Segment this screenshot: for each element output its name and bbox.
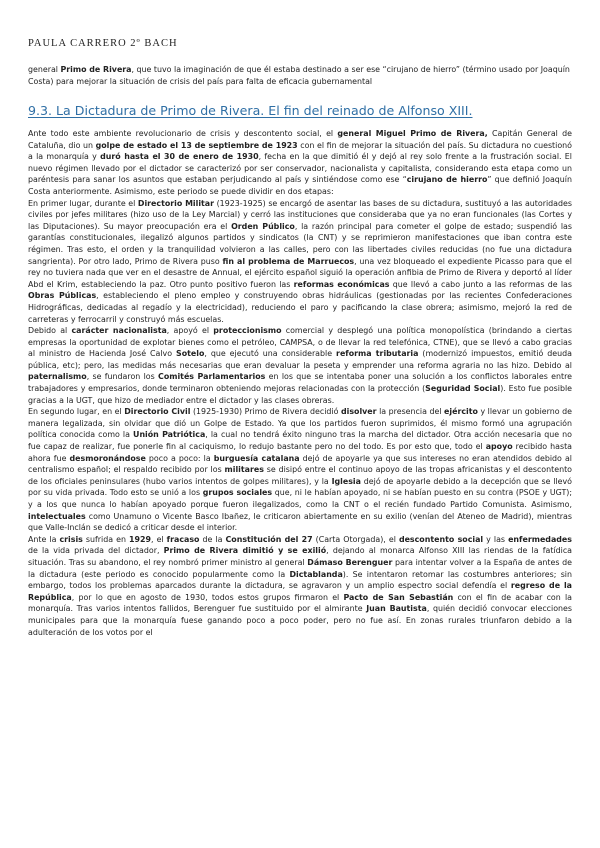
bold-term: Obras Públicas	[28, 291, 97, 301]
bold-term: crisis	[59, 534, 83, 544]
text-run: sufrida en	[82, 534, 130, 544]
bold-term: Primo de Rivera dimitió y se exilió	[163, 546, 327, 556]
text-run: se disipó entre el continuo apoyo de las tropas africanistas y el descontento de los oficiales peninsulares (hubo varios intentos de golpes militares), y la	[28, 465, 573, 486]
bold-term: cirujano de hierro	[406, 175, 488, 185]
paragraph-directorio-militar	[28, 198, 572, 326]
text-run: que, ni le habían apoyado, ni se habían puesto en su contra (PSOE y UGT); y a los que nunca lo habían apoyado porque fueron ilegalizados, como la CNT o el recién fundado Partido Comunista. Asimismo,	[28, 488, 573, 509]
bold-term: Dámaso Berenguer	[307, 557, 393, 567]
text-run: , por lo que en agosto de 1930, todos estos grupos firmaron el	[71, 592, 344, 602]
bold-term: desmoronándose	[69, 453, 146, 463]
text-run: , quién decidió convocar elecciones municipales para que la monarquía fuese ganando poco a poco poder, pero no fue así. En zonas rurales triunfaron debido a la adulteración de los votos por el	[28, 604, 572, 637]
bold-term: Orden Público	[231, 221, 295, 231]
bold-term: duró hasta el 30 de enero de 1930	[100, 152, 259, 162]
bold-term: Directorio Civil	[124, 407, 191, 417]
text-run: dejó de apoyarle ya que sus intereses no eran atendidos debido al centralismo español; el respaldo recibido por los	[28, 453, 572, 475]
bold-term: Comités Parlamentarios	[158, 372, 266, 382]
section-title: 9.3. La Dictadura de Primo de Rivera. El fin del reinado de Alfonso XIII.	[28, 103, 473, 118]
bold-term: fin al problema de Marruecos	[222, 256, 355, 266]
text-run: con el fin de mejorar la situación del país. Su dictadura no cuestionó a la monarquía y	[28, 140, 572, 162]
bold-term: descontento social	[398, 534, 484, 544]
bold-term: Primo de Rivera	[60, 65, 132, 74]
paragraph-1	[28, 128, 572, 198]
bold-term: Constitución del 27	[225, 534, 313, 544]
text-run: (1925-1930) Primo de Rivera decidió	[190, 407, 341, 417]
text-run: recibido hasta ahora fue	[28, 442, 572, 463]
text-run: como Unamuno o Vicente Basco Ibañez, le criticaron abiertamente en su exilio (venían del Ateneo de Madrid), mientras que Valle-Inclán se dedicó a criticar desde el interior.	[28, 511, 572, 533]
bold-term: Seguridad Social	[425, 384, 501, 394]
text-run: ” que definió Joaquín Costa anteriormente. Asimismo, este periodo se puede dividir en dos etapas:	[28, 175, 572, 196]
bold-term: fracaso	[166, 534, 200, 544]
text-run: (Carta Otorgada), el	[312, 534, 399, 544]
text-run: y llevar un gobierno de manera legalizada, sin olvidar que dió un Golpe de Estado. Ya que los partidos fueron suprimidos, él mismo formó una agrupación política conocida como la	[28, 407, 572, 440]
text-run: la presencia del	[376, 407, 445, 417]
text-run: que llevó a cabo junto a las reformas de las	[389, 279, 572, 289]
bold-term: apoyo	[485, 442, 513, 452]
section-body	[28, 128, 572, 638]
text-run: , el	[151, 534, 167, 544]
bold-term: Juan Bautista	[366, 604, 427, 614]
paragraph-crisis-1929	[28, 534, 572, 638]
text-run: , una vez bloqueado el expediente Picasso para que el rey no tuviera nada que ver en el desastre de Annual, el ejército español siguió la operación anfibia de Primo de Rivera y deportó al líder Abd el Krim, estableciendo la paz. Otro punto positivo fueron las	[28, 256, 573, 289]
bold-term: reformas económicas	[293, 279, 390, 289]
bold-term: intelectuales	[28, 511, 86, 521]
bold-term: enfermedades	[508, 534, 572, 544]
text-run: En segundo lugar, en el	[28, 407, 125, 417]
bold-term: Pacto de San Sebastián	[343, 592, 454, 602]
bold-term: burguesía catalana	[213, 453, 300, 463]
text-run: (modernizó impuestos, emitió deuda pública, etc); pero, las medidas más necesarias que eran devaluar la peseta y emprender una reforma agraria no las hizo. Debido al	[28, 349, 572, 370]
bold-term: ejército	[444, 407, 478, 417]
bold-term: militares	[224, 465, 264, 475]
bold-term: Iglesia	[331, 476, 361, 486]
bold-term: disolver	[340, 407, 377, 417]
text-run: , que tuvo la imaginación de que él estaba destinado a ser ese “cirujano de hierro” (término usado por Joaquín Costa) para mejorar la situación de crisis del país para falta de eficacia gubernamental	[28, 65, 570, 86]
bold-term: grupos sociales	[202, 488, 273, 498]
bold-term: golpe de estado el 13 de septiembre de 1923	[95, 140, 298, 150]
text-run: , se fundaron los	[86, 372, 159, 382]
text-run: para intentar volver a la España de antes de la dictadura (este periodo es conocido popularmente como la	[28, 557, 572, 579]
text-run: comercial y desplegó una política monopolística (brindando a ciertas empresas la oportunidad de explotar bienes como el petróleo, CAMPSA, o de llevar la red telefónica, CTNE), que se llevó a cabo gracias al ministro de Hacienda José Calvo	[28, 326, 572, 359]
bold-term: 1929	[129, 534, 152, 544]
text-run: , la razón principal para cometer el golpe de estado; suspendió las garantías constitucionales, ilegalizó algunos partidos y sindicatos (la CNT) y se reprimieron manifestaciones que iban contra este régimen. Tras esto, el orden y la tranquilidad volvieron a las calles, pero con las libertades civiles reducidas (no fue una dictadura sangrienta). Por otro lado, Primo de Rivera puso	[28, 221, 572, 266]
text-run: ). Se intentaron retomar las costumbres anteriores; sin embargo, todos los problemas aparcados durante la dictadura, se agravaron y un amplio espectro social defendía el	[28, 569, 572, 591]
text-run: y las	[483, 534, 509, 544]
bold-term: reforma tributaria	[336, 349, 419, 359]
text-run: Debido al	[28, 326, 72, 336]
bold-term: Directorio Militar	[137, 198, 215, 208]
bold-term: paternalismo	[28, 372, 87, 382]
text-run: con el fin de acabar con la monarquía. Tras varios intentos fallidos, Berenguer fue sustituido por el almirante	[28, 592, 572, 614]
bold-term: Unión Patriótica	[133, 430, 206, 440]
bold-term: regreso de la República	[28, 581, 573, 602]
bold-term: carácter nacionalista	[71, 326, 167, 336]
text-run: (1923-1925) se encargó de asentar las bases de su dictadura, sustituyó a las autoridades civiles por jefes militares (hizo uso de la Ley Marcial) y cerró las instituciones que consideraba que ya no eran funcionales (las Cortes y las Diputaciones). Su mayor preocupación era el	[28, 198, 572, 231]
text-run: En primer lugar, durante el	[28, 198, 138, 208]
text-run: , apoyó el	[166, 326, 214, 336]
text-run: , fecha en la que dimitió él y dejó al rey solo frente a la frustración social. El nuevo régimen llevado por el dictador se caracterizó por ser conservador, nacionalista y capitalista, considerando esta etapa como un paréntesis para sanar los asuntos que estaban perjudicando al país y sintiéndose como ese “	[28, 152, 572, 185]
bold-term: proteccionismo	[213, 326, 282, 336]
bold-term: Sotelo	[176, 349, 205, 359]
text-run: , que ejecutó una considerable	[204, 349, 337, 359]
text-run: Ante la	[28, 534, 60, 544]
text-run: poco a poco: la	[145, 453, 214, 463]
text-run: , la cual no tendrá éxito ninguno tras la marcha del dictador. Otra acción necesaria que no fue capaz de realizar, fue ponerle fin al caciquismo, lo redujo bastante pero no del todo. Es por esto que, todo el	[28, 430, 572, 452]
bold-term: general Miguel Primo de Rivera,	[337, 129, 488, 138]
paragraph-nacionalismo	[28, 325, 572, 406]
text-run: , estableciendo el pleno empleo y construyendo obras hidráulicas (gestionadas por las recientes Confederaciones Hidrográficas, dedicadas al regadío y la electricidad), reduciendo el paro y pacificando la clase obrera; asimismo, mejoró la red de carreteras y ferrocarril y construyó más escuelas.	[28, 291, 572, 324]
bold-term: Dictablanda	[289, 569, 343, 579]
text-run: de la	[199, 534, 226, 544]
paragraph-directorio-civil	[28, 406, 572, 534]
intro-paragraph	[28, 64, 572, 88]
text-run: general	[28, 65, 61, 74]
text-run: en los que se intentaba poner una solución a los conflictos laborales entre trabajadores y empresarios, donde terminaron obteniendo mejoras relacionadas con la protección (	[28, 372, 572, 394]
text-run: , dejando al monarca Alfonso XIII las riendas de la fatídica situación. Tras su abandono, el rey nombró primer ministro al general	[28, 546, 573, 567]
text-run: ). Esto fue posible gracias a la UGT, que hizo de mediador entre el dictador y las clases obreras.	[28, 384, 573, 405]
text-run: Capitán General de Cataluña, dio un	[28, 129, 572, 150]
page-header-author: PAULA CARRERO 2º BACH	[28, 38, 178, 49]
text-run: de la vida privada del dictador,	[28, 546, 164, 556]
text-run: dejó de apoyarle debido a la decepción que se llevó por su vida privada. Todo esto se unió a los	[28, 476, 572, 498]
text-run: Ante todo este ambiente revolucionario de crisis y descontento social, el	[28, 129, 338, 138]
